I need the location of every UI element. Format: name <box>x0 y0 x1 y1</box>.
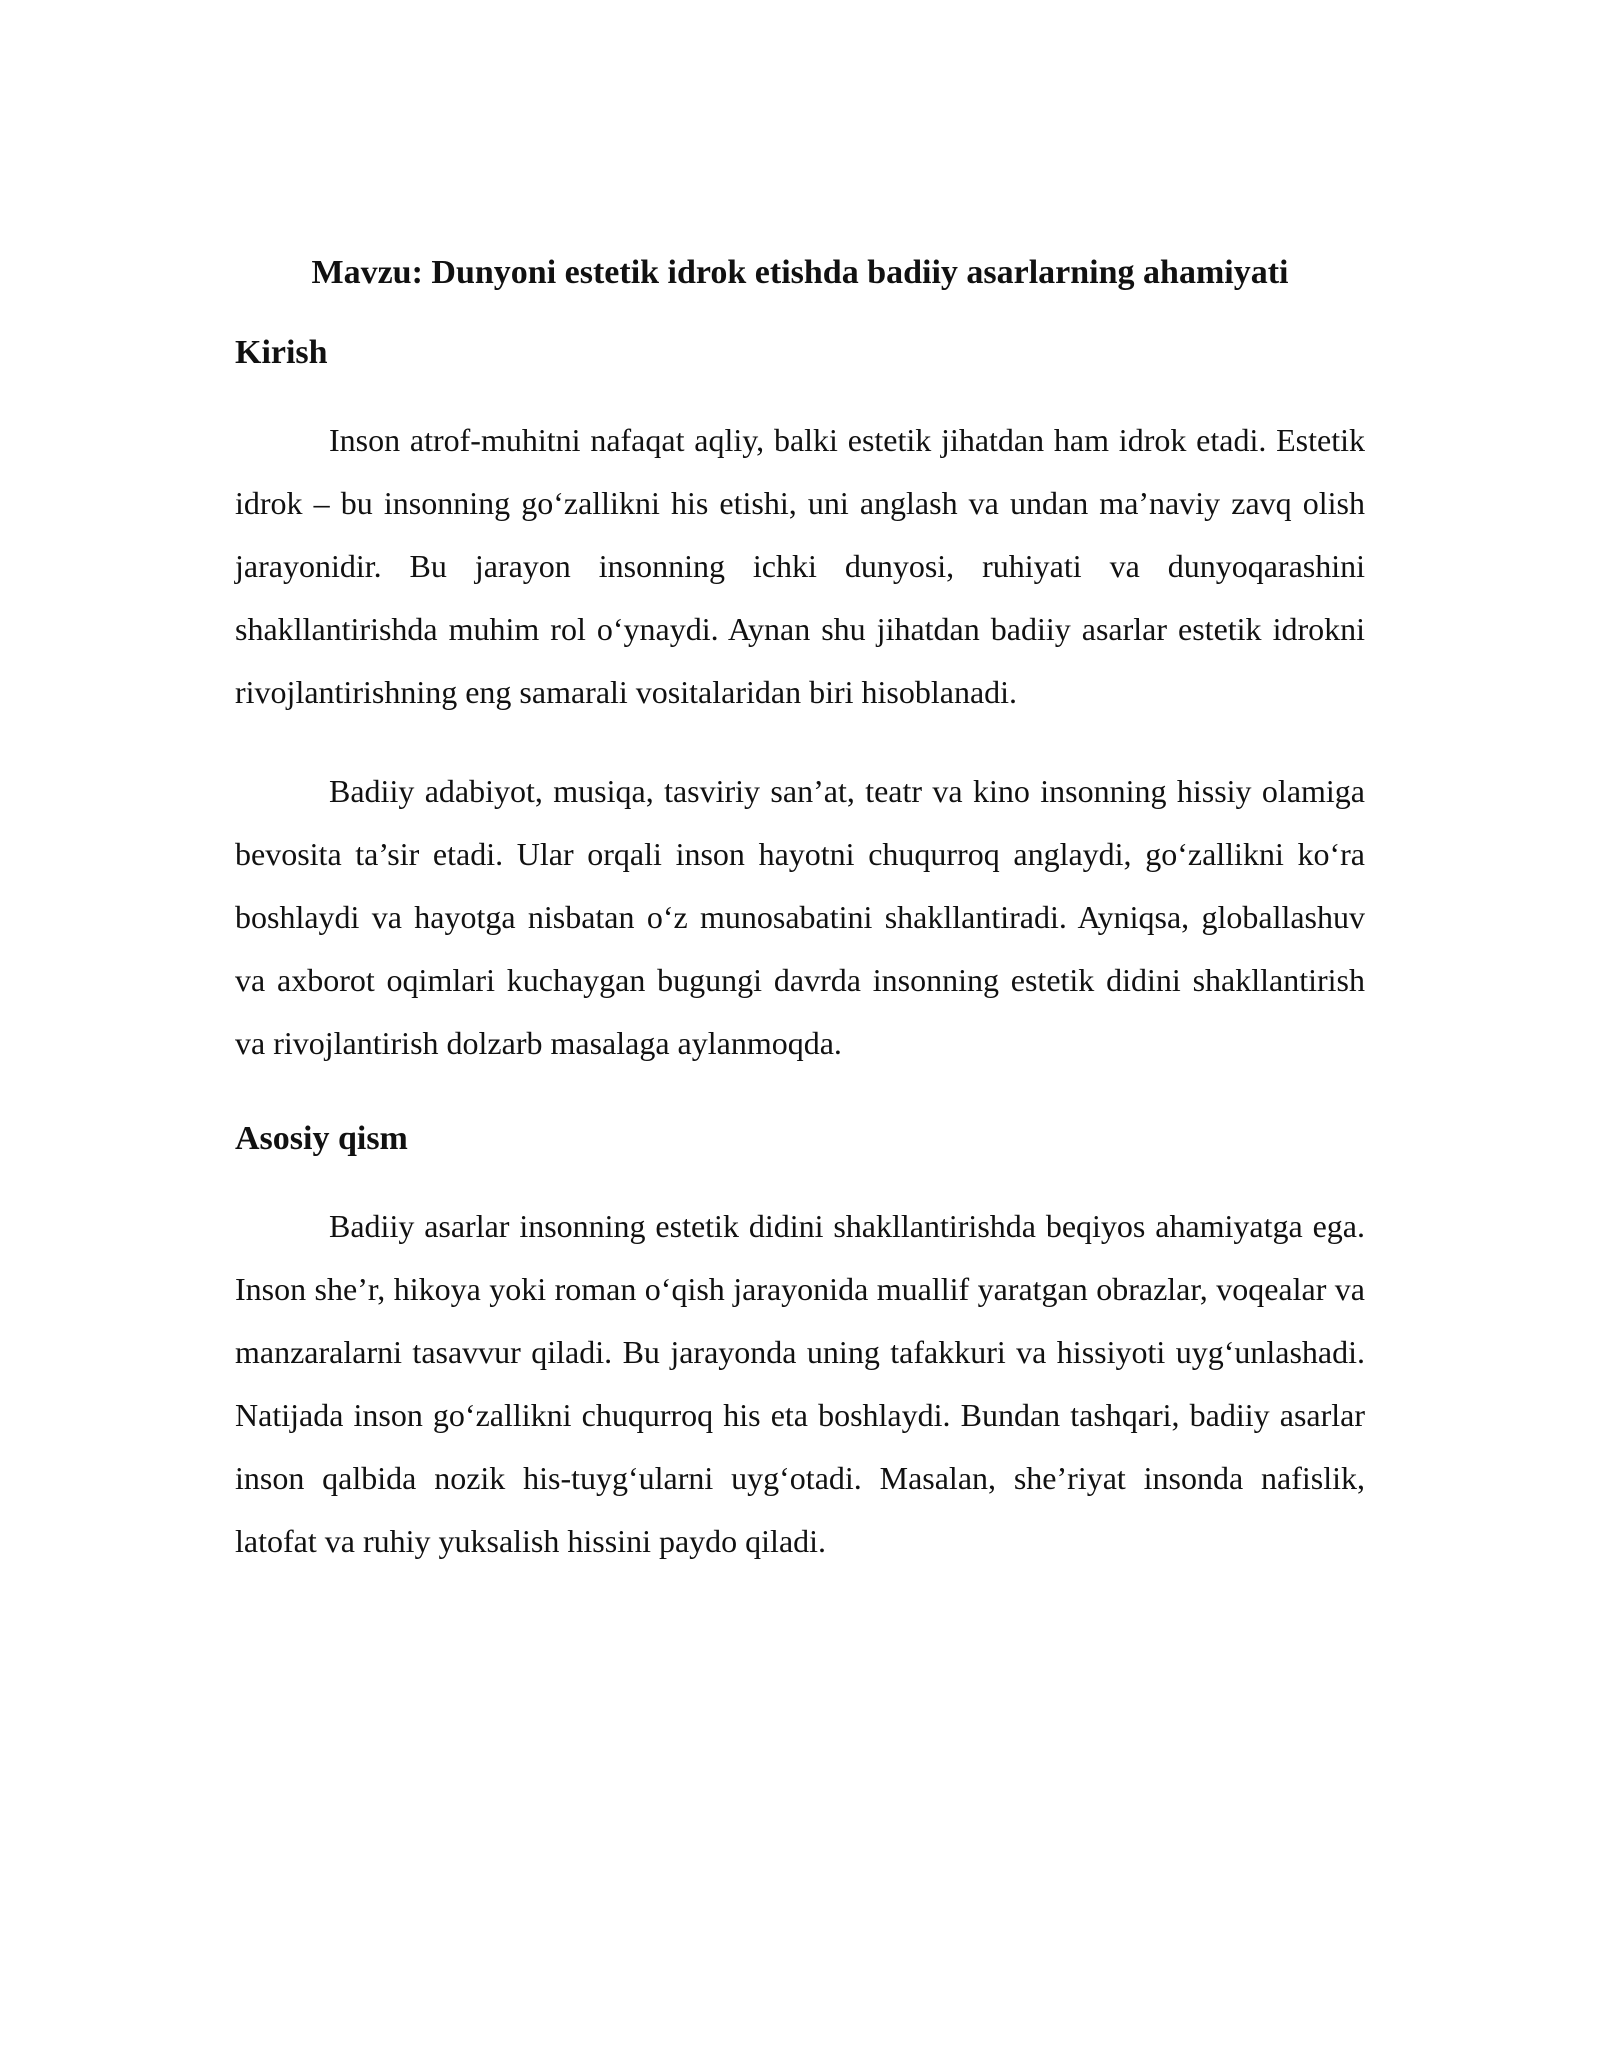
section-heading-asosiy-qism: Asosiy qism <box>235 1120 408 1157</box>
paragraph: Badiiy asarlar insonning estetik didini shakllantirishda beqiyos ahamiyatga ega. Inson she’r, hikoya yoki roman o‘qish jarayonida muallif yaratgan obrazlar, voqealar va manzaralarni tasavvur qiladi. Bu jarayonda uning tafakkuri va hissiyoti uyg‘unlashadi. Natijada inson go‘zallikni chuqurroq his eta boshlaydi. Bundan tashqari, badiiy asarlar inson qalbida nozik his-tuyg‘ularni uyg‘otadi. Masalan, she’riyat insonda nafislik, latofat va ruhiy yuksalish hissini paydo qiladi. <box>235 1208 1365 1559</box>
paragraph: Inson atrof-muhitni nafaqat aqliy, balki estetik jihatdan ham idrok etadi. Estetik idrok – bu insonning go‘zallikni his etishi, uni anglash va undan ma’naviy zavq olish jarayonidir. Bu jarayon insonning ichki dunyosi, ruhiyati va dunyoqarashini shakllantirishda muhim rol o‘ynaydi. Aynan shu jihatdan badiiy asarlar estetik idrokni rivojlantirishning eng samarali vositalaridan biri hisoblanadi. <box>235 422 1365 710</box>
section-heading-kirish: Kirish <box>235 334 328 371</box>
document-page <box>235 245 1365 1573</box>
document-title: Mavzu: Dunyoni estetik idrok etishda badiiy asarlarning ahamiyati <box>311 254 1289 291</box>
paragraph: Badiiy adabiyot, musiqa, tasviriy san’at, teatr va kino insonning hissiy olamiga bevosita ta’sir etadi. Ular orqali inson hayotni chuqurroq anglaydi, go‘zallikni ko‘ra boshlaydi va hayotga nisbatan o‘z munosabatini shakllantiradi. Ayniqsa, globallashuv va axborot oqimlari kuchaygan bugungi davrda insonning estetik didini shakllantirish va rivojlantirish dolzarb masalaga aylanmoqda. <box>235 773 1365 1061</box>
